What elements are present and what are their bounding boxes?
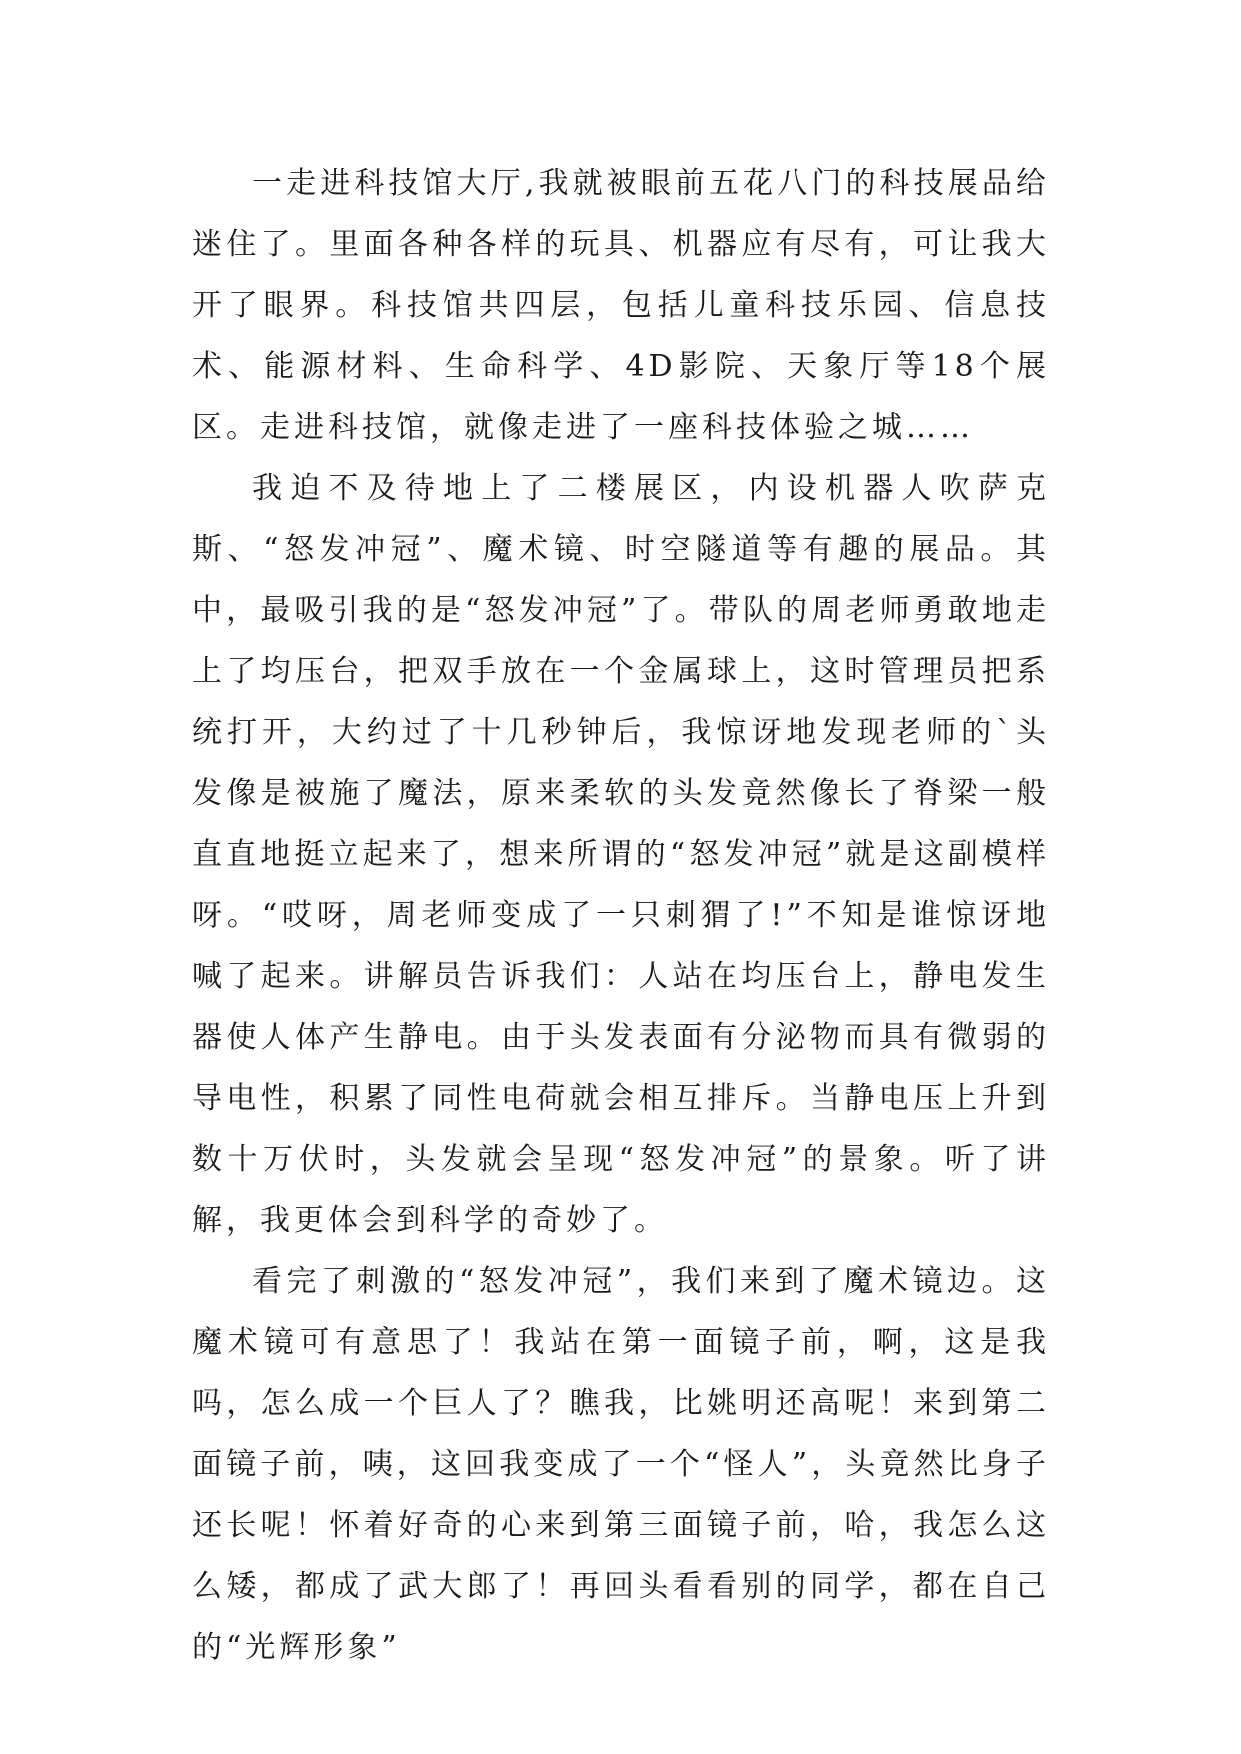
document-body	[192, 153, 1050, 1678]
paragraph-1: 一走进科技馆大厅,我就被眼前五花八门的科技展品给迷住了。里面各种各样的玩具、机器应有尽有，可让我大开了眼界。科技馆共四层，包括儿童科技乐园、信息技术、能源材料、生命科学、4D影院、天象厅等18个展区。走进科技馆，就像走进了一座科技体验之城……	[192, 166, 1050, 445]
paragraph-2: 我迫不及待地上了二楼展区，内设机器人吹萨克斯、“怒发冲冠”、魔术镜、时空隧道等有趣的展品。其中，最吸引我的是“怒发冲冠”了。带队的周老师勇敢地走上了均压台，把双手放在一个金属球上，这时管理员把系统打开，大约过了十几秒钟后，我惊讶地发现老师的`头发像是被施了魔法，原来柔软的头发竟然像长了脊梁一般直直地挺立起来了，想来所谓的“怒发冲冠”就是这副模样呀。“哎呀，周老师变成了一只刺猬了!”不知是谁惊讶地喊了起来。讲解员告诉我们：人站在均压台上，静电发生器使人体产生静电。由于头发表面有分泌物而具有微弱的导电性，积累了同性电荷就会相互排斥。当静电压上升到数十万伏时，头发就会呈现“怒发冲冠”的景象。听了讲解，我更体会到科学的奇妙了。	[192, 471, 1050, 1238]
paragraph-3: 看完了刺激的“怒发冲冠”，我们来到了魔术镜边。这魔术镜可有意思了！我站在第一面镜子前，啊，这是我吗，怎么成一个巨人了？瞧我，比姚明还高呢！来到第二面镜子前，咦，这回我变成了一个“怪人”，头竟然比身子还长呢！怀着好奇的心来到第三面镜子前，哈，我怎么这么矮，都成了武大郎了！再回头看看别的同学，都在自己的“光辉形象”	[192, 1264, 1050, 1665]
